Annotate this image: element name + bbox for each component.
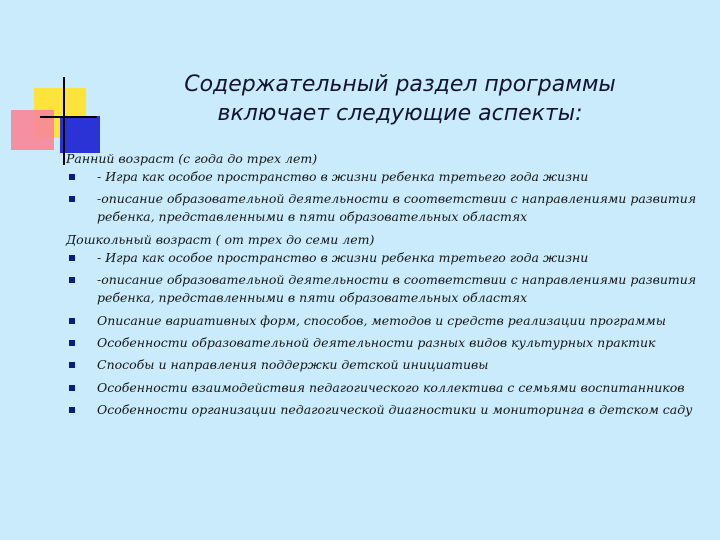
- list-item: [66, 168, 706, 186]
- list-item-text: Описание вариативных форм, способов, методов и средств реализации программы: [97, 312, 666, 328]
- logo-vertical-line: [63, 77, 65, 165]
- square-bullet-icon: [69, 255, 75, 261]
- title-line-1: Содержательный раздел программы: [184, 72, 616, 97]
- logo-horizontal-line: [40, 116, 97, 118]
- list-item-text: -описание образовательной деятельности в соответствии с направлениями развития ребенка, представленными в пяти образовательных областях: [97, 272, 697, 306]
- list-item: [66, 249, 706, 267]
- list-item: [66, 379, 706, 397]
- square-bullet-icon: [69, 196, 75, 202]
- list-item: [66, 334, 706, 352]
- list-item-text: Способы и направления поддержки детской инициативы: [97, 357, 489, 373]
- list-item-text: Особенности образовательной деятельности разных видов культурных практик: [97, 334, 656, 350]
- list-item: [66, 312, 706, 330]
- square-bullet-icon: [69, 362, 75, 368]
- list-item-text: Особенности взаимодействия педагогического коллектива с семьями воспитанников: [97, 379, 685, 395]
- square-bullet-icon: [69, 174, 75, 180]
- list-item: [66, 401, 706, 419]
- list-item-text: - Игра как особое пространство в жизни ребенка третьего года жизни: [97, 169, 589, 184]
- list-item: [66, 190, 706, 226]
- list-item-text: -описание образовательной деятельности в соответствии с направлениями развития ребенка, представленными в пяти образовательных областях: [97, 191, 697, 225]
- section-heading-early-age: Ранний возраст (с года до трех лет): [66, 151, 318, 166]
- list-item-text: - Игра как особое пространство в жизни ребенка третьего года жизни: [97, 249, 589, 265]
- slide-content: [66, 150, 706, 424]
- title-line-2: включает следующие аспекты:: [217, 101, 583, 126]
- square-bullet-icon: [69, 340, 75, 346]
- decorative-logo: [0, 0, 110, 170]
- square-bullet-icon: [69, 277, 75, 283]
- list-item: [66, 356, 706, 374]
- square-bullet-icon: [69, 318, 75, 324]
- list-item: [66, 271, 706, 307]
- square-bullet-icon: [69, 407, 75, 413]
- section-heading-preschool-age: Дошкольный возраст ( от трех до семи лет): [66, 231, 375, 247]
- square-bullet-icon: [69, 385, 75, 391]
- logo-blue-square: [60, 116, 100, 153]
- list-item-text: Особенности организации педагогической диагностики и мониторинга в детском саду: [97, 402, 693, 418]
- slide-title: [110, 70, 690, 128]
